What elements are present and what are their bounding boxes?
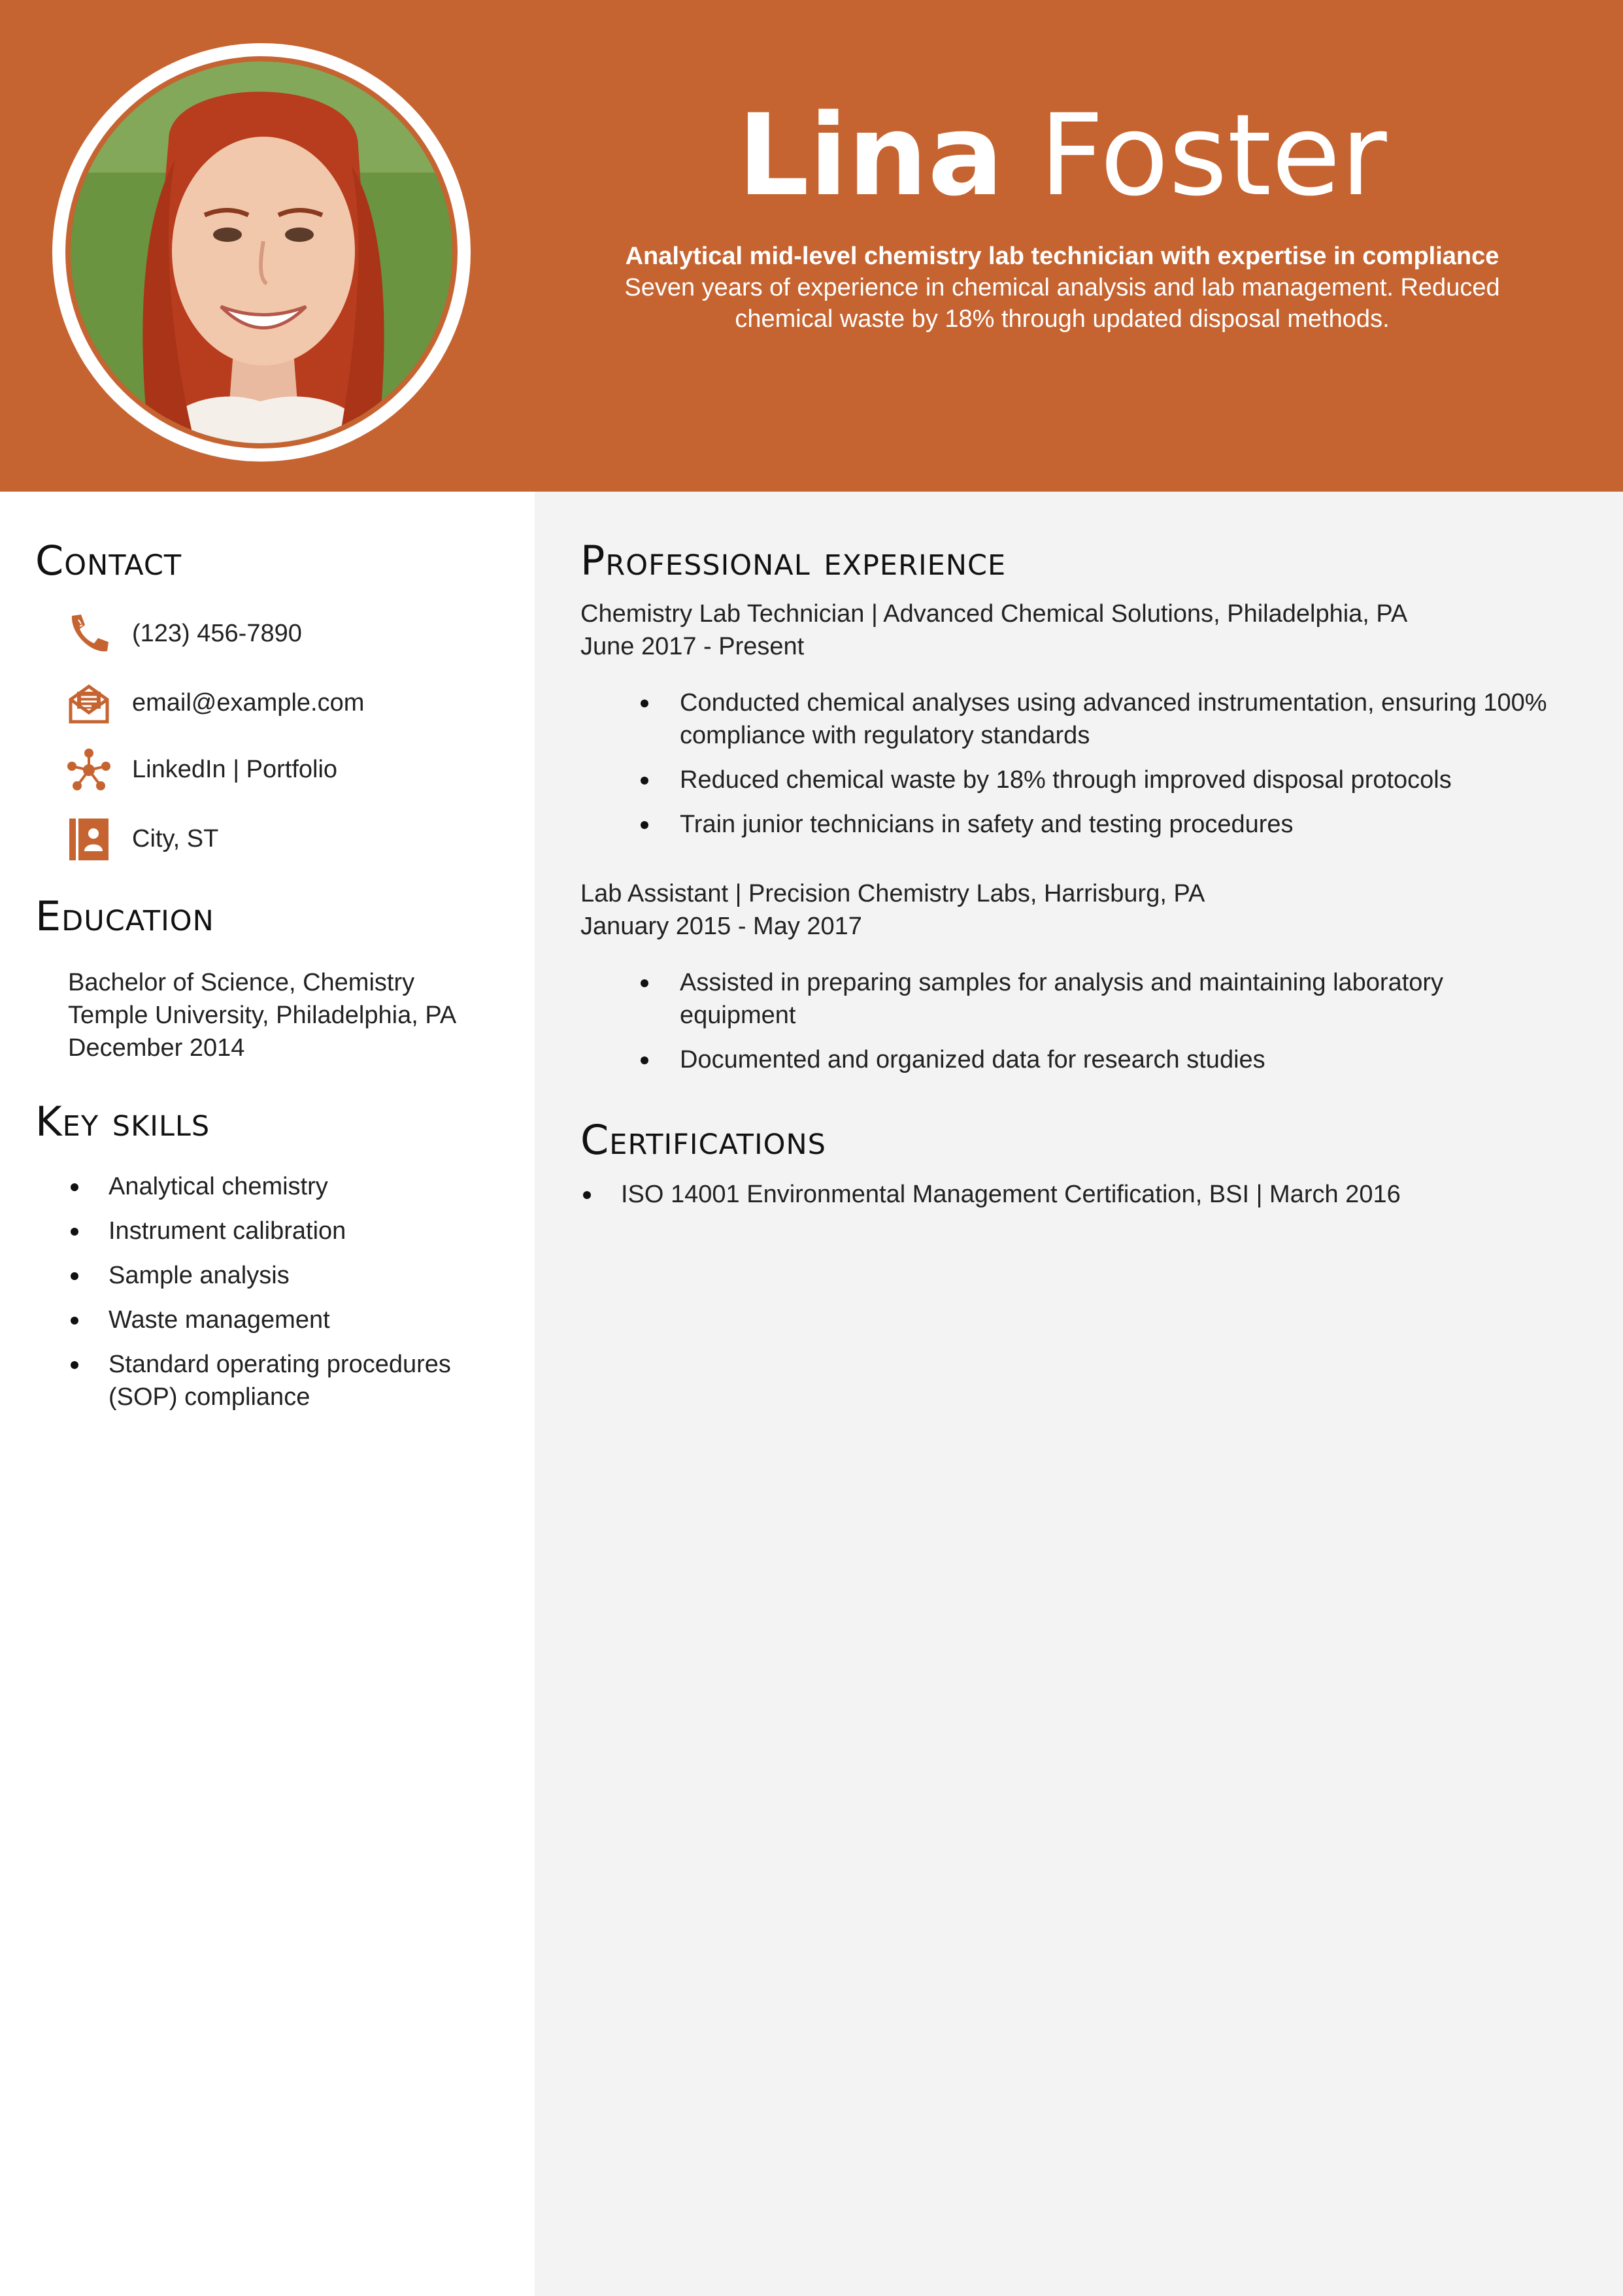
job-2-title: Lab Assistant | Precision Chemistry Labs, Harrisburg, PA: [580, 880, 1205, 907]
experience-title: Professional experience: [580, 537, 1007, 584]
skill-item: Instrument calibration: [68, 1215, 486, 1247]
certifications-title: Certifications: [580, 1116, 826, 1164]
skill-item: Sample analysis: [68, 1259, 486, 1292]
job-bullet: Reduced chemical waste by 18% through improved disposal protocols: [638, 764, 1566, 796]
contact-phone-text: (123) 456-7890: [132, 620, 302, 647]
contact-links-text: LinkedIn | Portfolio: [132, 756, 338, 783]
email-icon: [65, 680, 112, 727]
education-title: Education: [35, 892, 214, 940]
last-name: Foster: [1039, 90, 1387, 221]
portrait-illustration: [71, 61, 452, 443]
job-2-bullets: [638, 966, 1566, 1088]
header-banner: [0, 0, 1623, 492]
certifications-list: [580, 1178, 1574, 1223]
summary: [575, 241, 1549, 335]
job-bullet: Documented and organized data for research studies: [638, 1043, 1566, 1076]
summary-body: Seven years of experience in chemical analysis and lab management. Reduced chemical waste by 18% through updated disposal methods.: [624, 274, 1500, 333]
profile-photo-frame: [52, 43, 471, 462]
contact-title: Contact: [35, 537, 182, 584]
job-1-bullets: [638, 686, 1566, 853]
contact-email-text: email@example.com: [132, 689, 365, 717]
job-1-title: Chemistry Lab Technician | Advanced Chemical Solutions, Philadelphia, PA: [580, 600, 1408, 628]
education-school: Temple University, Philadelphia, PA: [68, 1002, 457, 1029]
first-name: Lina: [737, 90, 1004, 221]
job-bullet: Conducted chemical analyses using advanced instrumentation, ensuring 100% compliance with regulatory standards: [638, 686, 1566, 752]
job-1-dates: June 2017 - Present: [580, 633, 805, 660]
education-entry: [68, 966, 512, 1064]
job-2-header: [580, 877, 1574, 943]
skill-item: Analytical chemistry: [68, 1170, 486, 1203]
job-1-header: [580, 598, 1574, 663]
skill-item: Standard operating procedures (SOP) compliance: [68, 1348, 486, 1413]
certification-item: ISO 14001 Environmental Management Certification, BSI | March 2016: [580, 1178, 1574, 1211]
job-bullet: Assisted in preparing samples for analysis and maintaining laboratory equipment: [638, 966, 1566, 1032]
contact-location-text: City, ST: [132, 825, 219, 853]
skill-item: Waste management: [68, 1304, 486, 1336]
network-icon: [65, 747, 112, 794]
summary-lead: Analytical mid-level chemistry lab technician with expertise in compliance: [625, 243, 1499, 270]
location-card-icon: [65, 816, 112, 863]
skills-title: Key skills: [35, 1098, 210, 1145]
education-degree: Bachelor of Science, Chemistry: [68, 969, 415, 996]
candidate-name: [575, 90, 1549, 221]
profile-photo: [71, 61, 452, 443]
skills-list: [68, 1170, 486, 1425]
phone-icon: [65, 611, 112, 658]
job-bullet: Train junior technicians in safety and testing procedures: [638, 808, 1566, 841]
job-2-dates: January 2015 - May 2017: [580, 913, 862, 940]
education-date: December 2014: [68, 1034, 245, 1062]
